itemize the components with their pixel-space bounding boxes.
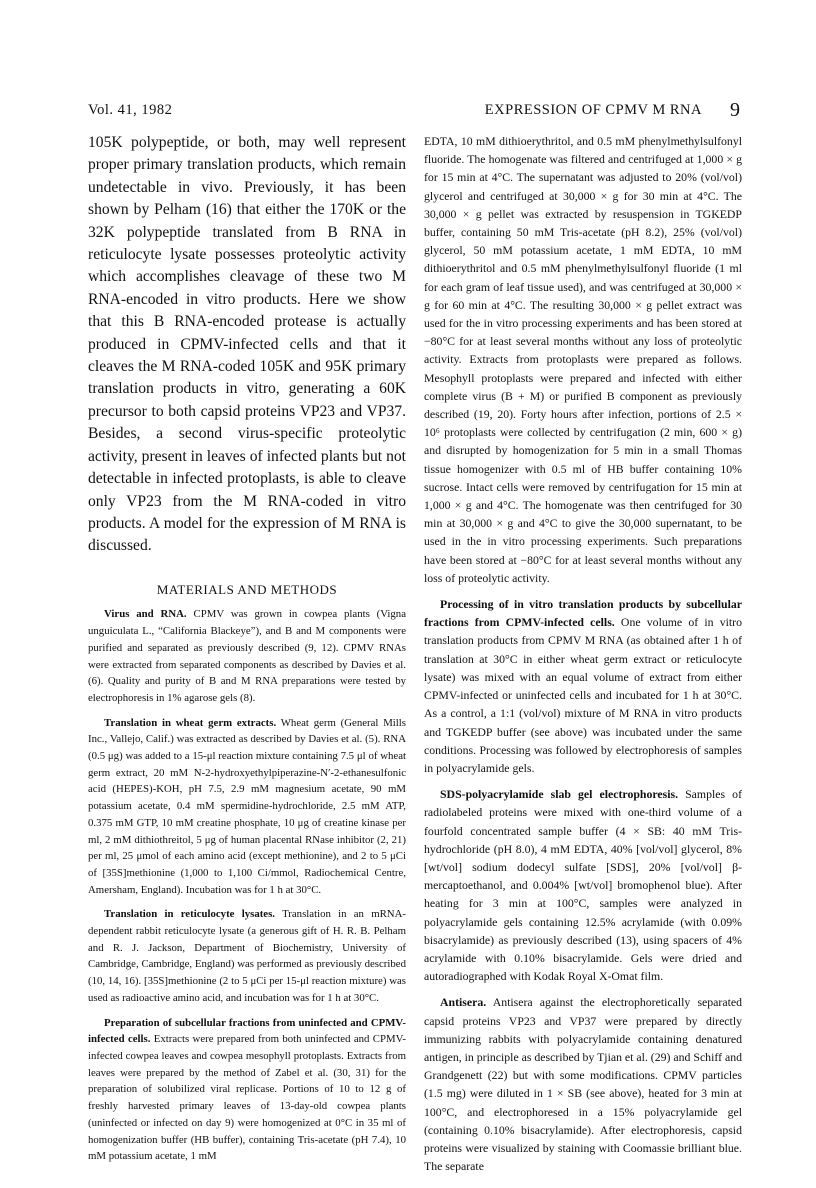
intro-paragraph: 105K polypeptide, or both, may well represent proper primary translation products, which remain undetectable in vivo. Previously, it has been shown by Pelham (16) that either the 170K or the 32K polypeptide translated from B RNA in reticulocyte lysate possesses proteolytic activity which accomplishes cleavage of these two M RNA-encoded in vitro products. Here we show that this B RNA-encoded protease is actually produced in CPMV-infected cells and that it cleaves the M RNA-coded 105K and 95K primary translation products in vitro, generating a 60K precursor to both capsid proteins VP23 and VP37. Besides, a second virus-specific proteolytic activity, present in leaves of infected plants but not detectable in infected protoplasts, is able to cleave only VP23 from the M RNA-coded in vitro products. A model for the expression of M RNA is discussed. bbox=[88, 134, 406, 555]
running-header bbox=[88, 99, 740, 126]
section-title: MATERIALS AND METHODS bbox=[156, 581, 338, 597]
paragraph-reticulocyte bbox=[88, 906, 406, 1006]
paragraph-continued: EDTA, 10 mM dithioerythritol, and 0.5 mM phenylmethylsulfonyl fluoride. The homogenate was filtered and centrifuged at 1,000 × g for 15 min at 4°C. The supernatant was adjusted to 20% (vol/vol) glycerol and centrifuged at 30,000 × g for 30 min at 4°C. The 30,000 × g pellet was extracted by resuspension in TGKEDP buffer, containing 50 mM Tris-acetate (pH 8.2), 25% (vol/vol) glycerol, 50 mM potassium acetate, 1 mM EDTA, 10 mM dithioerythritol and 0.5 mM phenylmethylsulfonyl fluoride (1 ml for each gram of leaf tissue used), and was centrifuged at 30,000 × g for 60 min at 4°C. The resulting 30,000 × g pellet extract was used for the in vitro processing experiments and has been stored at −80°C for at least several months without any loss of proteolytic activity. Extracts from protoplasts were prepared as follows. Mesophyll protoplasts were prepared and infected with either complete virus (B + M) or purified B component as previously described (19, 20). Forty hours after infection, portions of 2.5 × 10⁶ protoplasts were collected by centrifugation (2 min, 600 × g) and disrupted by homogenization for 5 min in a small Thomas tissue homogenizer with 0.5 ml of HB buffer containing 10% sucrose. Intact cells were removed by centrifugation for 15 min at 1,000 × g and 4°C. The homogenate was then centrifuged for 30 min at 30,000 × g and 4°C to give the 30,000 supernatant, to be used in the in vitro processing experiments. Such preparations have been stored at −80°C for at least several months without any loss of proteolytic activity. bbox=[424, 134, 742, 585]
paragraph-antisera bbox=[424, 993, 742, 1175]
paragraph-heading: SDS-polyacrylamide slab gel electrophoresis. bbox=[440, 787, 679, 802]
paragraph-body: Translation in an mRNA-dependent rabbit reticulocyte lysate (a generous gift of H. R. B. Pelham and R. J. Jackson, Department of Biochemistry, University of Cambridge, Cambridge, England) was performed as previously described (10, 14, 16). [35S]methionine (2 to 5 μCi per 15-μl reaction mixture) was used as radioactive amino acid, and incubation was for 1 h at 30°C. bbox=[88, 908, 407, 1004]
paragraph-wheat-germ bbox=[88, 715, 406, 899]
paragraph-body: One volume of in vitro translation products from CPMV M RNA (as obtained after 1 h of translation at 30°C in either wheat germ extract or reticulocyte lysate) was mixed with an equal volume of extract from either CPMV-infected or uninfected cells and incubated for 1 h at 30°C. As a control, a 1:1 (vol/vol) mixture of M RNA in vitro products and TGKEDP buffer (see above) was incubated under the same conditions. Processing was followed by electrophoresis of samples in polyacrylamide gels. bbox=[424, 615, 742, 775]
paragraph-body: Extracts were prepared from both uninfected and CPMV-infected cowpea leaves and cowpea mesophyll protoplasts. Extracts from leaves were prepared by the method of Zabel et al. (30, 31) for the preparation of solubilized viral replicase. Portions of 10 to 12 g of freshly harvested primary leaves of 13-day-old cowpea plants (uninfected or infected on day 9) were homogenized at 0°C in 35 ml of homogenization buffer (HB buffer), containing Tris-acetate (pH 7.4), 10 mM potassium acetate, 1 mM bbox=[88, 1033, 406, 1163]
volume-year: Vol. 41, 1982 bbox=[88, 102, 173, 118]
paragraph-body: Wheat germ (General Mills Inc., Vallejo, Calif.) was extracted as described by Davies et al. (5). RNA (0.5 μg) was added to a 15-μl reaction mixture containing 7.5 μl of wheat germ extract, 20 mM N-2-hydroxyethylpiperazine-N′-2-ethanesulfonic acid (HEPES)-KOH, pH 7.5, 2.9 mM magnesium acetate, 90 mM potassium acetate, 0.4 mM spermidine-hydrochloride, 2.5 mM ATP, 0.375 mM GTP, 10 mM creatine phosphate, 10 μg of creatine kinase per ml, 2 mM dithiothreitol, 5 μg of human placental RNase inhibitor (2, 21) per ml, 25 μmol of each amino acid (except methionine), and 2 to 5 μCi of [35S]methionine (1,000 to 1,100 Ci/mmol, Radiochemical Centre, Amersham, England). Incubation was for 1 h at 30°C. bbox=[88, 716, 406, 896]
paragraph-heading: Translation in reticulocyte lysates. bbox=[104, 908, 276, 921]
paragraph-heading: Virus and RNA. bbox=[104, 608, 187, 621]
paragraph-heading: Antisera. bbox=[440, 995, 487, 1010]
left-column bbox=[88, 132, 406, 1165]
paragraph-heading: Translation in wheat germ extracts. bbox=[104, 716, 277, 729]
paragraph-body: Samples of radiolabeled proteins were mixed with one-third volume of a fourfold concentrated sample buffer (4 × SB: 40 mM Tris-hydrochloride (pH 8.0), 4 mM EDTA, 40% [vol/vol] glycerol, 8% [wt/vol] sodium dodecyl sulfate [SDS], 20% [vol/vol] β-mercaptoethanol, and 0.004% [wt/vol] bromophenol blue). After heating for 3 min at 100°C, samples were analyzed in polyacrylamide gels containing 12.5% acrylamide (with 0.09% bisacrylamide) as previously described (13), using spacers of 4% acrylamide with 0.10% bisacrylamide. Gels were dried and autoradiographed with Kodak Royal X-Omat film. bbox=[424, 787, 742, 984]
page-number: 9 bbox=[730, 99, 740, 121]
paragraph-sds-page bbox=[424, 785, 742, 985]
paragraph-subcellular bbox=[88, 1015, 406, 1165]
paragraph-virus-rna bbox=[88, 606, 406, 706]
paragraph-body: Antisera against the electrophoretically separated capsid proteins VP23 and VP37 were prepared by directly immunizing rabbits with polyacrylamide containing denatured antigen, in principle as described by Tjian et al. (29) and Schiff and Grandgenett (22) but with some modifications. CPMV particles (1.5 mg) were diluted in 1 × SB (see above), heated for 3 min at 100°C, and electrophoresed in a 15% polyacrylamide gel (containing 0.10% bisacrylamide). After electrophoresis, capsid proteins were visualized by staining with Coomassie brilliant blue. The separate bbox=[424, 995, 742, 1174]
paragraph-processing bbox=[424, 595, 742, 777]
paragraph-heading: Preparation of subcellular fractions from uninfected and CPMV-infected cells. bbox=[88, 1016, 406, 1046]
paragraph-body: CPMV was grown in cowpea plants (Vigna unguiculata L., “California Blackeye”), and B and M components were purified and separated as previously described (9, 12). CPMV RNAs were extracted from separated components as described by Davies et al. (6). Quality and purity of B and M RNA preparations were tested by electrophoresis in 1% agarose gels (8). bbox=[88, 608, 406, 704]
right-column bbox=[424, 132, 742, 1175]
running-title: EXPRESSION OF CPMV M RNA bbox=[484, 102, 702, 118]
paragraph-heading: Processing of in vitro translation products by subcellular fractions from CPMV-infected cells. bbox=[424, 597, 742, 630]
